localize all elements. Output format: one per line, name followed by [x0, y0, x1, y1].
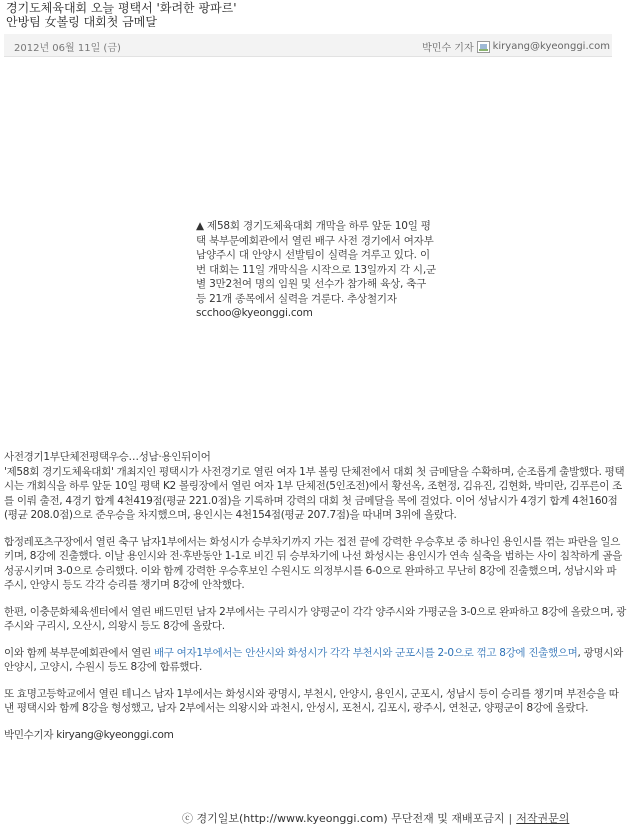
- reporter-signature: 박민수기자 kiryang@kyeonggi.com: [4, 728, 174, 741]
- footer-separator: |: [508, 812, 513, 825]
- author-name: 박민수 기자: [422, 43, 474, 54]
- article-subhead: 사전경기1부단체전평택우승…성남·용인뒤이어: [4, 451, 211, 463]
- article-paragraph: [4, 646, 626, 675]
- headline-subtitle: 안방팀 女볼링 대회첫 금메달: [6, 15, 157, 29]
- paragraph-text: 이와 함께 북부문예회관에서 열린: [4, 646, 154, 659]
- highlighted-text: 배구 여자1부에서는 안산시와 화성시가 각각 부천시와 군포시를 2-0으로 꺾고 8강에 진출했으며: [153, 646, 578, 659]
- article-paragraph: 합정레포츠구장에서 열린 축구 남자1부에서는 화성시가 승부차기까지 가는 접전 끝에 강력한 우승후보 중 하나인 용인시를 꺾는 파란을 일으키며, 8강에 진출했다. 이날 용인시와 전·후반동안 1-1로 비긴 뒤 승부차기에 나선 화성시는 용인시가 연속 실축을 범하는 사이 침착하게 골을 성공시키며 3-0으로 승리했다. 이와 함께 강력한 우승후보인 수원시도 의정부시를 6-0으로 완파하고 무난히 8강에 진출했으며, 성남시와 파주시, 안양시 등도 각각 승리를 챙기며 8강에 안착했다.: [4, 535, 622, 591]
- article-body: [4, 450, 626, 754]
- article-paragraph: '제58회 경기도체육대회' 개최지인 평택시가 사전경기로 열린 여자 1부 볼링 단체전에서 대회 첫 금메달을 수확하며, 순조롭게 출발했다. 평택시는 개회식을 하루 앞둔 10일 평택 K2 볼링장에서 열린 여자 1부 단체전(5인조전)에서 황선옥, 조현정, 김유진, 김현화, 박미란, 김푸른이 조를 이뤄 출전, 4경기 합계 4천419점(평균 221.0점)을 기록하며 강력의 대회 첫 금메달을 목에 걸었다. 이어 성남시가 4경기 합계 4천160점(평균 208.0점)으로 준우승을 차지했으며, 용인시는 4천154점(평균 207.7점)을 따내며 3위에 올랐다.: [4, 465, 625, 521]
- author-email[interactable]: kiryang@kyeonggi.com: [492, 41, 610, 52]
- copyright-text: ⓒ 경기일보(http://www.kyeonggi.com) 무단전재 및 재배포금지: [182, 812, 505, 825]
- byline: [422, 39, 610, 54]
- article-meta-bar: [4, 34, 612, 57]
- publish-date: 2012년 06월 11일 (금): [14, 43, 121, 54]
- headline-title: 경기도체육대회 오늘 평택서 '화려한 팡파르': [6, 1, 237, 15]
- copyright-inquiry-link[interactable]: 저작권문의: [516, 812, 570, 825]
- photo-caption: ▲ 제58회 경기도체육대회 개막을 하루 앞둔 10일 평택 북부문예회관에서 열린 배구 사전 경기에서 여자부 남양주시 대 안양시 선발팀이 실력을 겨루고 있다. 이번 대회는 11일 개막식을 시작으로 13일까지 각 시,군별 3만2천여 명의 임원 및 선수가 참가해 육상, 축구 등 21개 종목에서 실력을 겨룬다. 추상철기자scchoo@kyeonggi.com: [196, 220, 436, 319]
- article-paragraph: 한편, 이충문화체육센터에서 열린 배드민턴 남자 2부에서는 구리시가 양평군이 각각 양주시와 가평군을 3-0으로 완파하고 8강에 올랐으며, 광주시와 구리시, 오산시, 의왕시 등도 8강에 올랐다.: [4, 605, 627, 632]
- broken-image-icon: [477, 41, 490, 53]
- article-headline: [6, 1, 237, 29]
- paragraph-text: , 광명시와 안양시, 고양시, 수원시 등도 8강에 합류했다.: [4, 646, 623, 673]
- article-paragraph: 또 효명고등학교에서 열린 테니스 남자 1부에서는 화성시와 광명시, 부천시, 안양시, 용인시, 군포시, 성남시 등이 승리를 챙기며 부전승을 따낸 평택시와 함께 8강을 형성했고, 남자 2부에서는 의왕시와 과천시, 안성시, 포천시, 김포시, 광주시, 연천군, 양평군이 8강에 올랐다.: [4, 687, 619, 714]
- footer: [182, 810, 569, 826]
